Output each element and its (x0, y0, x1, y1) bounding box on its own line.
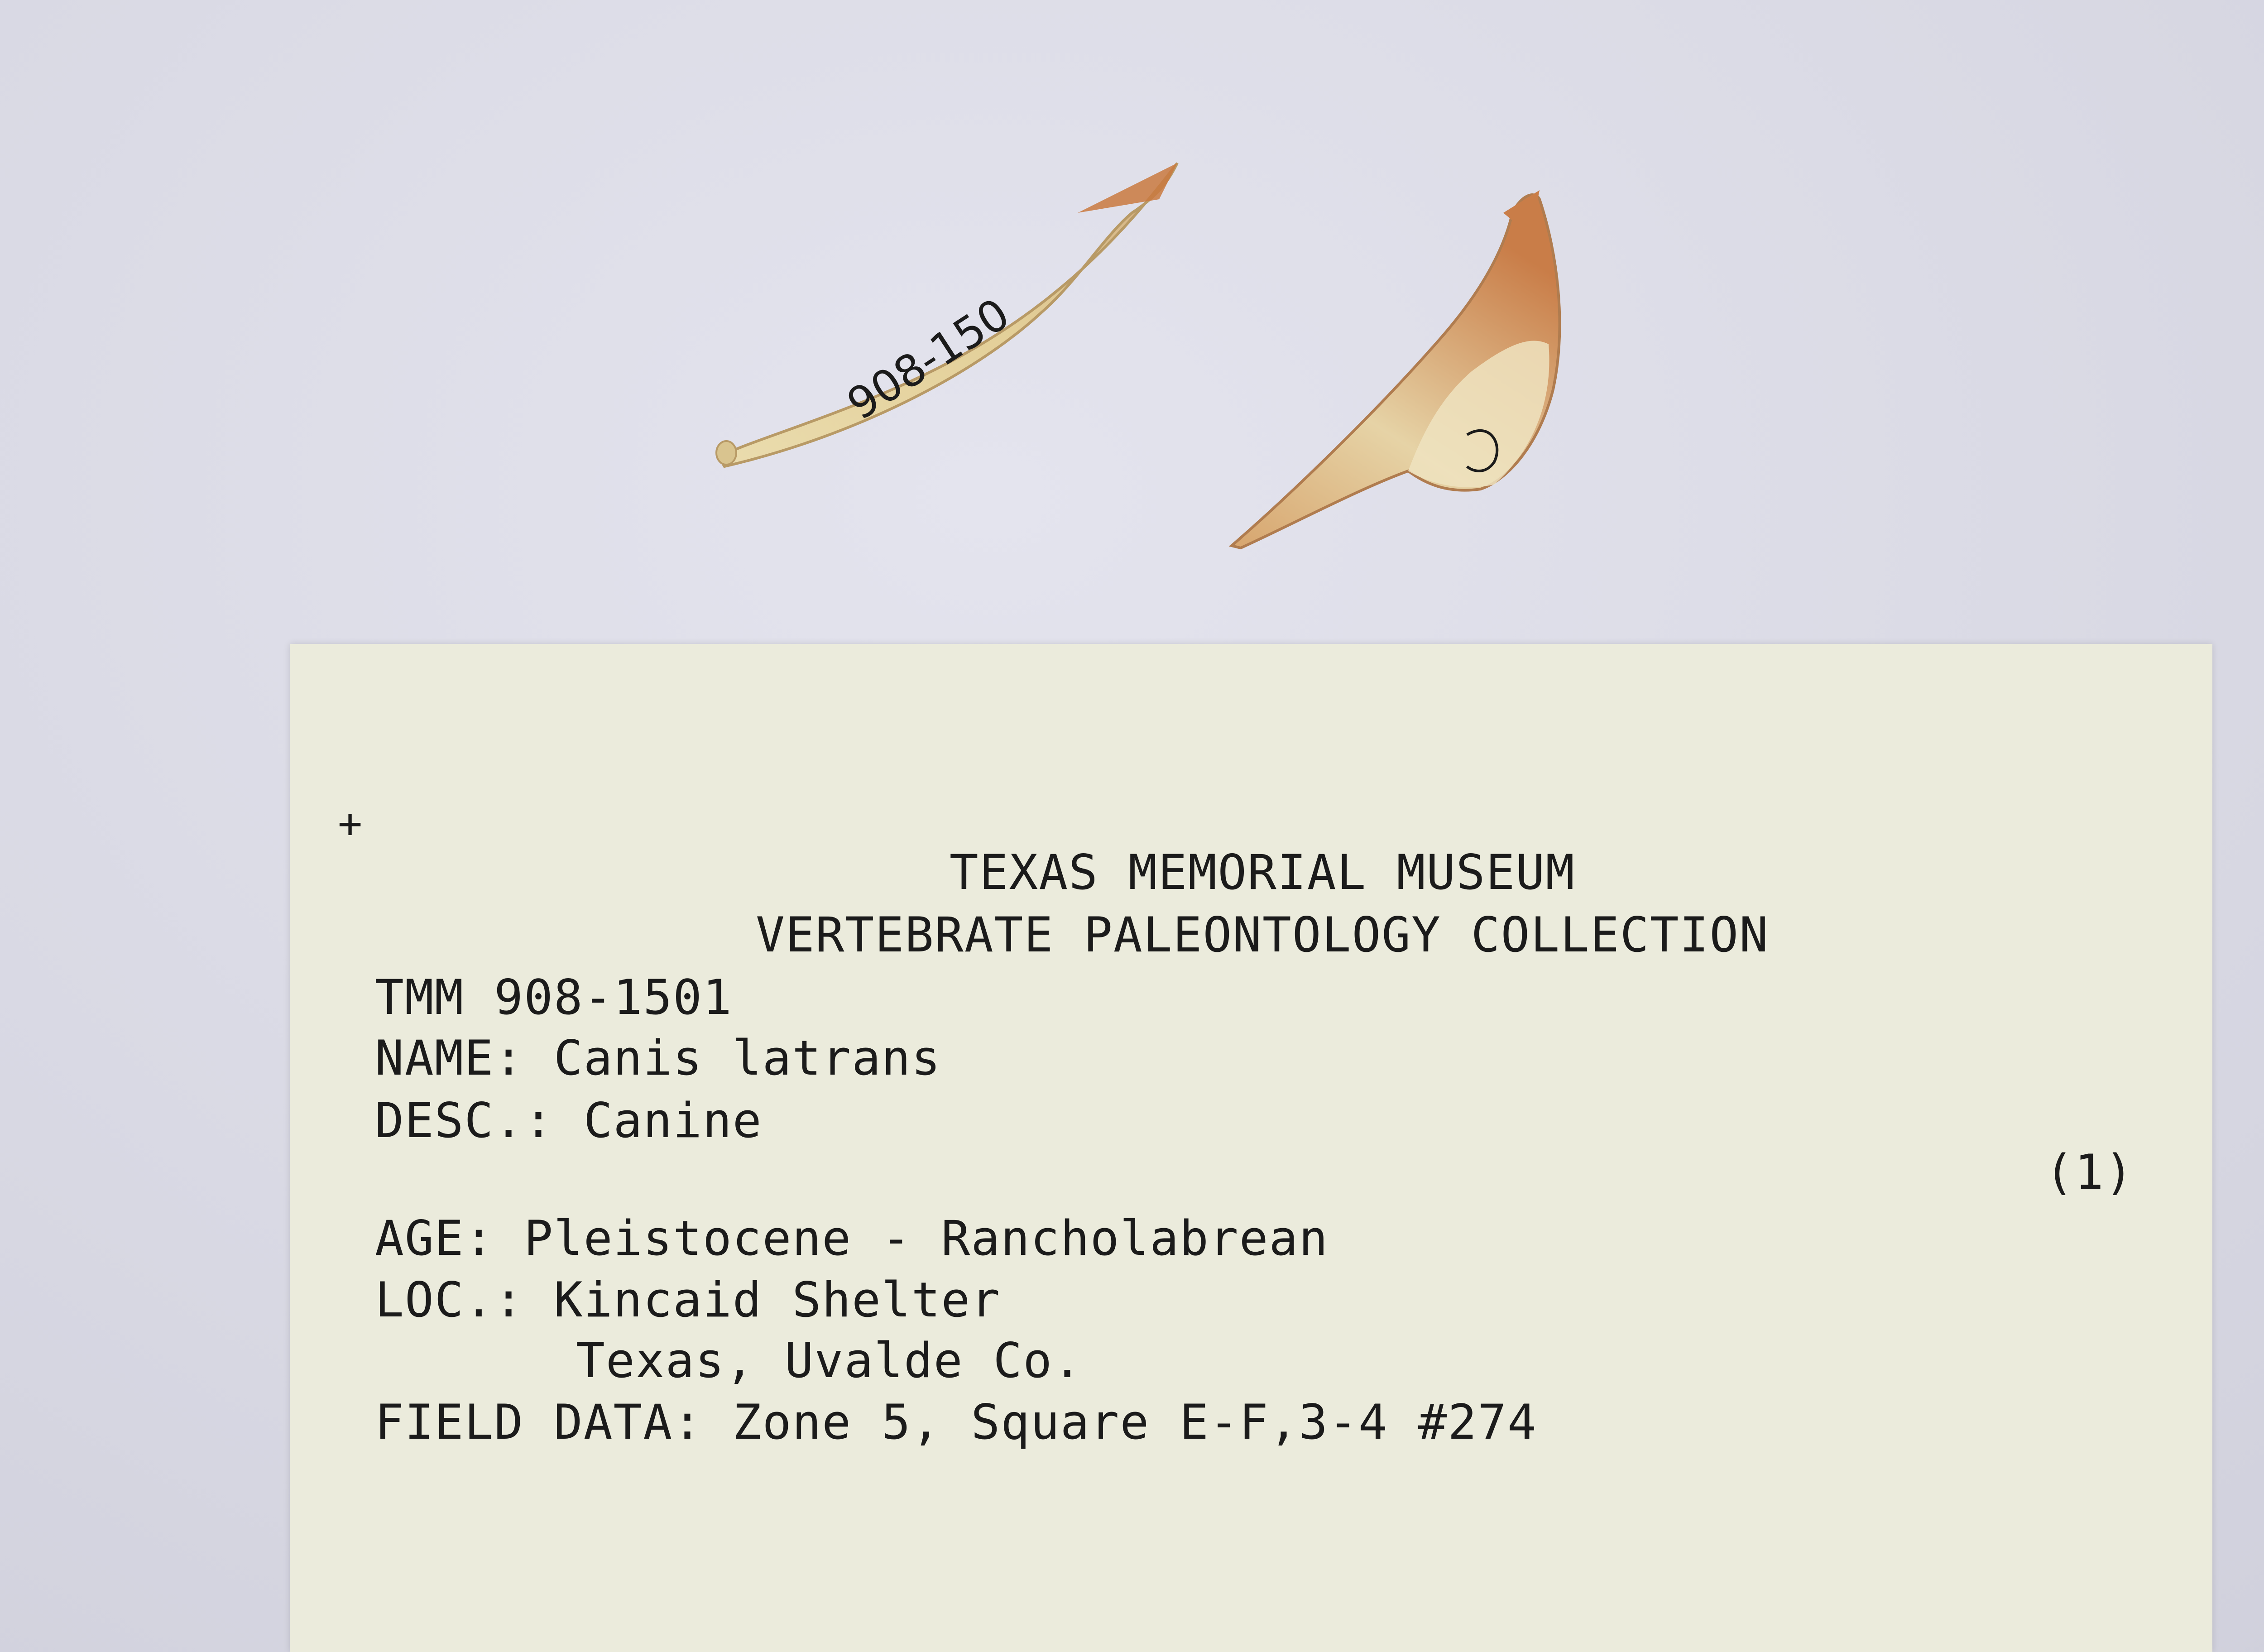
tooth-catalog-label: 908-150 (838, 288, 1018, 430)
specimen-label-card (290, 644, 2212, 1652)
institution-heading: TEXAS MEMORIAL MUSEUM (949, 845, 1576, 900)
field-data: FIELD DATA: Zone 5, Square E-F,3-4 #274 (375, 1394, 1537, 1450)
canine-tooth-right (1232, 190, 1559, 548)
geologic-age: AGE: Pleistocene - Rancholabrean (375, 1210, 1329, 1266)
canine-tooth-left (716, 163, 1177, 466)
specimen-count: (1) (2045, 1144, 2134, 1200)
locality: LOC.: Kincaid Shelter (375, 1272, 1001, 1328)
collection-heading: VERTEBRATE PALEONTOLOGY COLLECTION (756, 907, 1769, 963)
locality-detail: Texas, Uvalde Co. (576, 1333, 1083, 1388)
specimen-description: DESC.: Canine (375, 1093, 763, 1148)
catalog-number: TMM 908-1501 (375, 970, 733, 1025)
card-plus-mark: + (338, 800, 364, 847)
taxon-name: NAME: Canis latrans (375, 1030, 941, 1086)
